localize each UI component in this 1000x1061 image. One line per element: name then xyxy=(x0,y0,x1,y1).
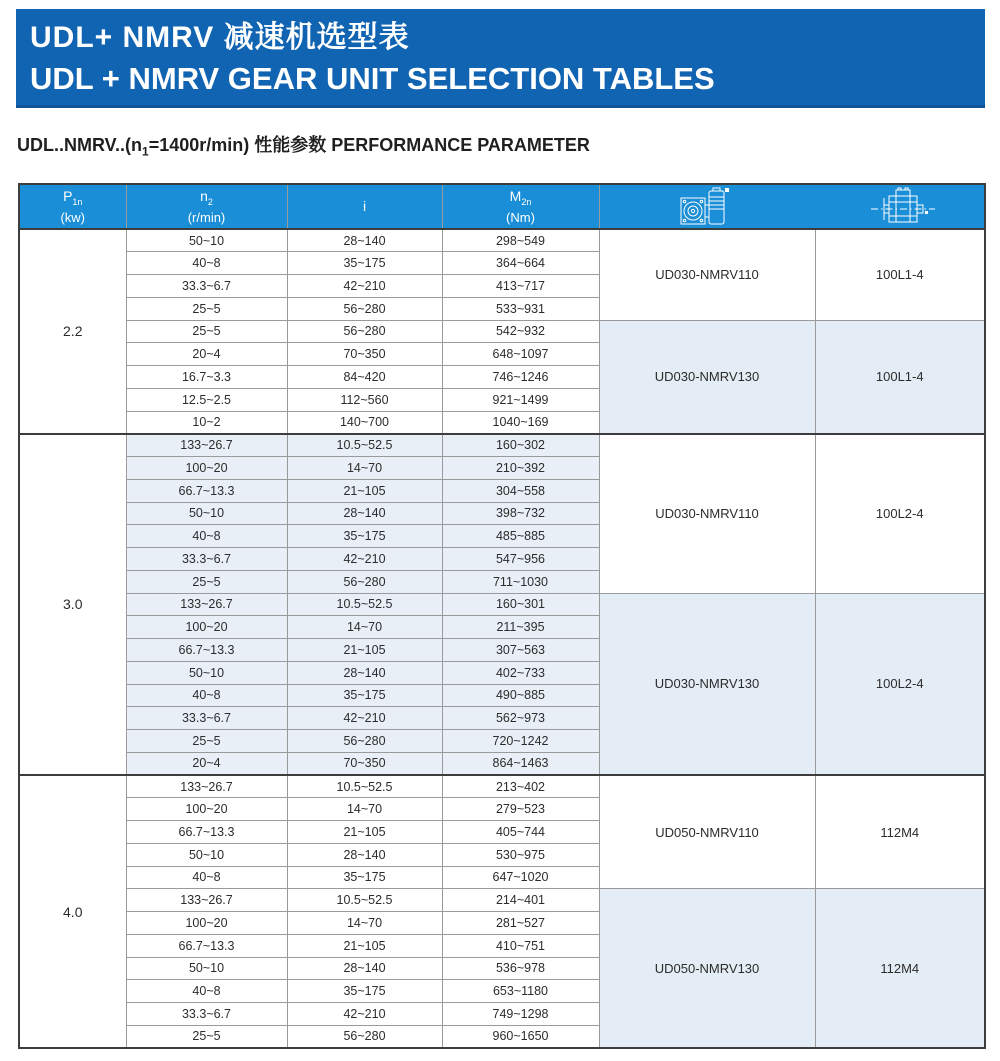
m2n-cell: 647~1020 xyxy=(442,866,599,889)
motor-model-cell: 112M4 xyxy=(815,775,985,889)
ratio-cell: 42~210 xyxy=(287,275,442,298)
n2-cell: 50~10 xyxy=(126,843,287,866)
n2-cell: 100~20 xyxy=(126,798,287,821)
n2-cell: 33.3~6.7 xyxy=(126,1003,287,1026)
ratio-cell: 21~105 xyxy=(287,479,442,502)
n2-cell: 133~26.7 xyxy=(126,775,287,798)
gearbox-model-cell: UD050-NMRV130 xyxy=(599,889,815,1048)
m2n-cell: 921~1499 xyxy=(442,388,599,411)
m2n-cell: 653~1180 xyxy=(442,980,599,1003)
n2-cell: 33.3~6.7 xyxy=(126,707,287,730)
motor-model-cell: 100L1-4 xyxy=(815,229,985,320)
header-ratio: i xyxy=(287,184,442,229)
ratio-cell: 84~420 xyxy=(287,366,442,389)
n2-cell: 25~5 xyxy=(126,320,287,343)
m2n-cell: 490~885 xyxy=(442,684,599,707)
motor-model-cell: 100L2-4 xyxy=(815,593,985,775)
m2n-cell: 410~751 xyxy=(442,934,599,957)
ratio-cell: 10.5~52.5 xyxy=(287,593,442,616)
ratio-cell: 21~105 xyxy=(287,639,442,662)
m2n-cell: 711~1030 xyxy=(442,570,599,593)
m2n-cell: 214~401 xyxy=(442,889,599,912)
m2n-cell: 211~395 xyxy=(442,616,599,639)
n2-cell: 133~26.7 xyxy=(126,593,287,616)
table-row xyxy=(19,775,985,798)
n2-cell: 25~5 xyxy=(126,297,287,320)
ratio-cell: 28~140 xyxy=(287,957,442,980)
m2n-cell: 402~733 xyxy=(442,661,599,684)
table-row xyxy=(19,593,985,616)
m2n-cell: 720~1242 xyxy=(442,730,599,753)
n2-cell: 20~4 xyxy=(126,343,287,366)
n2-cell: 50~10 xyxy=(126,229,287,252)
section-subtitle xyxy=(17,131,590,159)
n2-cell: 100~20 xyxy=(126,616,287,639)
ratio-cell: 56~280 xyxy=(287,297,442,320)
ratio-cell: 28~140 xyxy=(287,661,442,684)
ratio-cell: 42~210 xyxy=(287,1003,442,1026)
header-m2n: $M_{2n}$ (Nm) xyxy=(442,184,599,229)
banner-title-en: UDL + NMRV GEAR UNIT SELECTION TABLES xyxy=(30,61,715,96)
header-unit-drawings xyxy=(599,184,985,229)
n2-cell: 50~10 xyxy=(126,502,287,525)
n2-cell: 33.3~6.7 xyxy=(126,275,287,298)
n2-cell: 40~8 xyxy=(126,980,287,1003)
header-n2: $n_2$ (r/min) xyxy=(126,184,287,229)
ratio-cell: 35~175 xyxy=(287,684,442,707)
n2-cell: 20~4 xyxy=(126,752,287,775)
n2-cell: 66.7~13.3 xyxy=(126,639,287,662)
subtitle-suffix: =1400r/min) 性能参数 PERFORMANCE PARAMETER xyxy=(148,135,590,155)
n2-cell: 66.7~13.3 xyxy=(126,479,287,502)
gearbox-model-cell: UD030-NMRV110 xyxy=(599,229,815,320)
m2n-cell: 542~932 xyxy=(442,320,599,343)
n2-cell: 25~5 xyxy=(126,1025,287,1048)
n2-cell: 50~10 xyxy=(126,957,287,980)
ratio-cell: 10.5~52.5 xyxy=(287,434,442,457)
ratio-cell: 21~105 xyxy=(287,934,442,957)
n2-cell: 133~26.7 xyxy=(126,889,287,912)
m2n-cell: 562~973 xyxy=(442,707,599,730)
m2n-cell: 749~1298 xyxy=(442,1003,599,1026)
power-cell: 4.0 xyxy=(19,775,126,1048)
header-power: $P_{1n}$ (kw) xyxy=(19,184,126,229)
ratio-cell: 21~105 xyxy=(287,821,442,844)
m2n-cell: 485~885 xyxy=(442,525,599,548)
ratio-cell: 140~700 xyxy=(287,411,442,434)
m2n-cell: 298~549 xyxy=(442,229,599,252)
ratio-cell: 28~140 xyxy=(287,843,442,866)
ratio-cell: 14~70 xyxy=(287,616,442,639)
n2-cell: 25~5 xyxy=(126,570,287,593)
m2n-cell: 398~732 xyxy=(442,502,599,525)
m2n-cell: 213~402 xyxy=(442,775,599,798)
motor-icon xyxy=(869,187,937,227)
ratio-cell: 10.5~52.5 xyxy=(287,889,442,912)
m2n-cell: 960~1650 xyxy=(442,1025,599,1048)
ratio-cell: 112~560 xyxy=(287,388,442,411)
n2-cell: 100~20 xyxy=(126,457,287,480)
subtitle-prefix: UDL..NMRV..(n xyxy=(17,135,143,155)
m2n-cell: 746~1246 xyxy=(442,366,599,389)
m2n-cell: 413~717 xyxy=(442,275,599,298)
ratio-cell: 28~140 xyxy=(287,229,442,252)
ratio-cell: 56~280 xyxy=(287,1025,442,1048)
m2n-cell: 307~563 xyxy=(442,639,599,662)
n2-cell: 16.7~3.3 xyxy=(126,366,287,389)
performance-parameter-table xyxy=(18,183,986,1049)
gearbox-model-cell: UD030-NMRV130 xyxy=(599,593,815,775)
ratio-cell: 35~175 xyxy=(287,866,442,889)
n2-cell: 133~26.7 xyxy=(126,434,287,457)
page-banner xyxy=(16,9,985,108)
banner-title-zh: UDL+ NMRV 减速机选型表 xyxy=(30,21,410,54)
subtitle-subscript: 1 xyxy=(142,144,149,159)
m2n-cell: 304~558 xyxy=(442,479,599,502)
ratio-cell: 70~350 xyxy=(287,752,442,775)
ratio-cell: 56~280 xyxy=(287,320,442,343)
ratio-cell: 35~175 xyxy=(287,980,442,1003)
table-row xyxy=(19,229,985,252)
n2-cell: 66.7~13.3 xyxy=(126,934,287,957)
ratio-cell: 42~210 xyxy=(287,707,442,730)
worm-gearbox-icon xyxy=(678,187,736,227)
n2-cell: 40~8 xyxy=(126,525,287,548)
power-cell: 2.2 xyxy=(19,229,126,434)
ratio-cell: 28~140 xyxy=(287,502,442,525)
m2n-cell: 281~527 xyxy=(442,912,599,935)
ratio-cell: 56~280 xyxy=(287,730,442,753)
gearbox-model-cell: UD030-NMRV110 xyxy=(599,434,815,593)
m2n-cell: 364~664 xyxy=(442,252,599,275)
ratio-cell: 14~70 xyxy=(287,912,442,935)
table-row xyxy=(19,889,985,912)
m2n-cell: 1040~169 xyxy=(442,411,599,434)
m2n-cell: 547~956 xyxy=(442,548,599,571)
n2-cell: 40~8 xyxy=(126,684,287,707)
m2n-cell: 160~302 xyxy=(442,434,599,457)
ratio-cell: 10.5~52.5 xyxy=(287,775,442,798)
gearbox-model-cell: UD050-NMRV110 xyxy=(599,775,815,889)
n2-cell: 10~2 xyxy=(126,411,287,434)
n2-cell: 25~5 xyxy=(126,730,287,753)
ratio-cell: 42~210 xyxy=(287,548,442,571)
m2n-cell: 210~392 xyxy=(442,457,599,480)
m2n-cell: 279~523 xyxy=(442,798,599,821)
ratio-cell: 35~175 xyxy=(287,525,442,548)
n2-cell: 40~8 xyxy=(126,866,287,889)
m2n-cell: 533~931 xyxy=(442,297,599,320)
ratio-cell: 14~70 xyxy=(287,457,442,480)
n2-cell: 33.3~6.7 xyxy=(126,548,287,571)
n2-cell: 100~20 xyxy=(126,912,287,935)
n2-cell: 66.7~13.3 xyxy=(126,821,287,844)
table-header-row xyxy=(19,184,985,229)
m2n-cell: 536~978 xyxy=(442,957,599,980)
motor-model-cell: 100L1-4 xyxy=(815,320,985,434)
ratio-cell: 35~175 xyxy=(287,252,442,275)
m2n-cell: 405~744 xyxy=(442,821,599,844)
n2-cell: 12.5~2.5 xyxy=(126,388,287,411)
gearbox-model-cell: UD030-NMRV130 xyxy=(599,320,815,434)
n2-cell: 40~8 xyxy=(126,252,287,275)
table-row xyxy=(19,320,985,343)
m2n-cell: 864~1463 xyxy=(442,752,599,775)
m2n-cell: 160~301 xyxy=(442,593,599,616)
m2n-cell: 530~975 xyxy=(442,843,599,866)
ratio-cell: 70~350 xyxy=(287,343,442,366)
ratio-cell: 56~280 xyxy=(287,570,442,593)
table-row xyxy=(19,434,985,457)
ratio-cell: 14~70 xyxy=(287,798,442,821)
m2n-cell: 648~1097 xyxy=(442,343,599,366)
power-cell: 3.0 xyxy=(19,434,126,775)
motor-model-cell: 112M4 xyxy=(815,889,985,1048)
n2-cell: 50~10 xyxy=(126,661,287,684)
motor-model-cell: 100L2-4 xyxy=(815,434,985,593)
